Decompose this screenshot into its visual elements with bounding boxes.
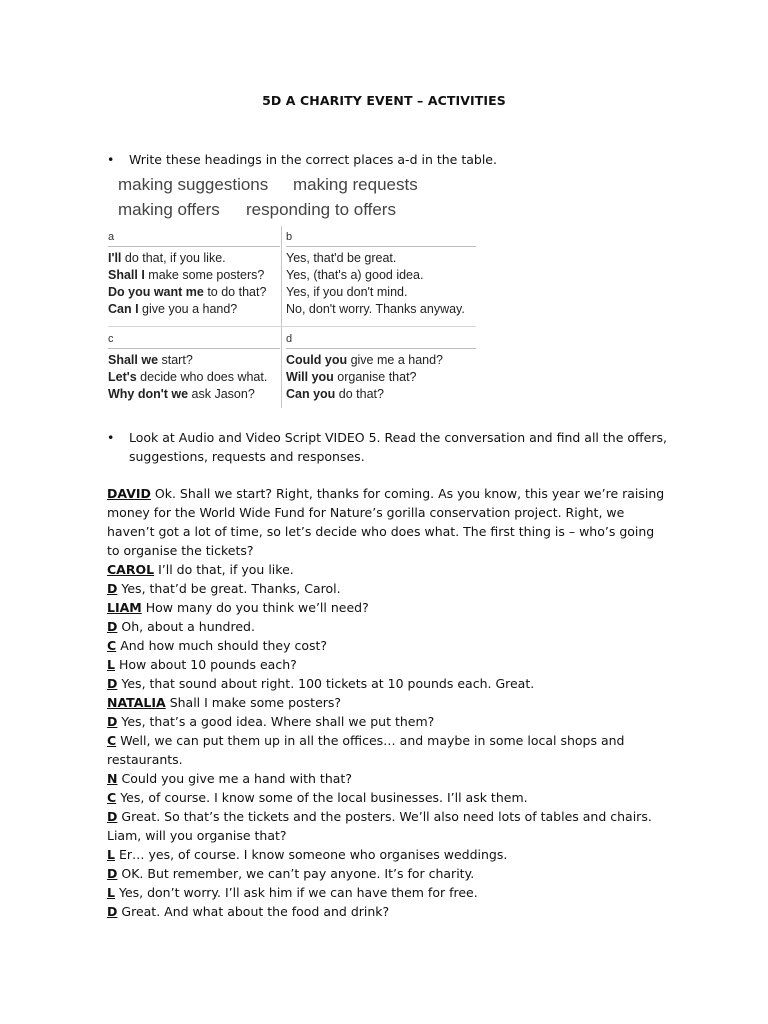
script-line xyxy=(107,807,667,845)
speaker-text: Yes, that’s a good idea. Where shall we put them? xyxy=(121,714,435,729)
phrase-text: give me a hand? xyxy=(347,353,444,367)
script-line xyxy=(107,484,667,560)
bullet-icon: • xyxy=(107,430,115,445)
speaker-name: L xyxy=(107,847,115,862)
headings-box xyxy=(118,172,418,222)
speaker-text: Great. So that’s the tickets and the posters. We’ll also need lots of tables and chairs. Liam, will you organise that? xyxy=(107,809,652,843)
speaker-name: L xyxy=(107,885,115,900)
script-line xyxy=(107,636,667,655)
script-line xyxy=(107,883,667,902)
phrase-keyword: Shall I xyxy=(108,268,145,282)
speaker-text: Yes, of course. I know some of the local businesses. I’ll ask them. xyxy=(120,790,528,805)
phrase-text: start? xyxy=(158,353,193,367)
table-phrase xyxy=(286,284,476,301)
table-vertical-divider xyxy=(281,226,282,408)
speaker-name: D xyxy=(107,714,118,729)
table-phrase xyxy=(286,369,476,386)
speaker-text: Could you give me a hand with that? xyxy=(121,771,352,786)
heading-responding-to-offers: responding to offers xyxy=(246,200,396,219)
speaker-text: Well, we can put them up in all the offices… and maybe in some local shops and restaurants. xyxy=(107,733,625,767)
phrase-keyword: Do you want me xyxy=(108,285,204,299)
table-phrase xyxy=(108,301,280,318)
speaker-name: L xyxy=(107,657,115,672)
script-line xyxy=(107,845,667,864)
script-line xyxy=(107,788,667,807)
speaker-text: OK. But remember, we can’t pay anyone. It’s for charity. xyxy=(121,866,475,881)
script-line xyxy=(107,617,667,636)
table-phrase xyxy=(108,267,280,284)
table-phrase xyxy=(286,386,476,403)
table-phrase xyxy=(286,250,476,267)
phrase-text: make some posters? xyxy=(144,268,265,282)
phrase-text: Yes, if you don't mind. xyxy=(286,285,408,299)
speaker-name: LIAM xyxy=(107,600,142,615)
table-cell-c xyxy=(108,330,280,403)
speaker-text: Shall I make some posters? xyxy=(169,695,342,710)
table-phrase xyxy=(286,267,476,284)
conversation-script xyxy=(107,484,667,921)
speaker-name: D xyxy=(107,809,118,824)
phrases-table xyxy=(108,226,476,408)
phrase-text: organise that? xyxy=(333,370,417,384)
script-line xyxy=(107,693,667,712)
speaker-text: Great. And what about the food and drink? xyxy=(121,904,390,919)
speaker-text: I’ll do that, if you like. xyxy=(158,562,294,577)
speaker-text: And how much should they cost? xyxy=(120,638,328,653)
speaker-text: Ok. Shall we start? Right, thanks for coming. As you know, this year we’re raising money for the World Wide Fund for Nature’s gorilla conservation project. Right, we haven’t got a lot of time, so let’s decide who does what. The first thing is – who’s going to organise the tickets? xyxy=(107,486,665,558)
cell-divider xyxy=(108,246,280,247)
phrase-keyword: Could you xyxy=(286,353,348,367)
phrase-text: decide who does what. xyxy=(136,370,268,384)
speaker-name: D xyxy=(107,619,118,634)
script-line xyxy=(107,579,667,598)
speaker-text: Yes, that’d be great. Thanks, Carol. xyxy=(121,581,341,596)
cell-divider xyxy=(286,348,476,349)
cell-label: c xyxy=(108,333,114,345)
phrase-keyword: Let's xyxy=(108,370,137,384)
speaker-text: How about 10 pounds each? xyxy=(118,657,297,672)
table-cell-d xyxy=(286,330,476,403)
script-line xyxy=(107,712,667,731)
table-phrase xyxy=(108,352,280,369)
script-line xyxy=(107,769,667,788)
speaker-name: D xyxy=(107,676,118,691)
table-cell-b xyxy=(286,228,476,318)
phrase-text: No, don't worry. Thanks anyway. xyxy=(286,302,465,316)
script-line xyxy=(107,731,667,769)
bullet-icon: • xyxy=(107,152,115,167)
speaker-name: DAVID xyxy=(107,486,151,501)
speaker-name: C xyxy=(107,790,117,805)
table-phrase xyxy=(286,352,476,369)
page-title: 5D A CHARITY EVENT – ACTIVITIES xyxy=(262,93,506,108)
phrase-keyword: I'll xyxy=(108,251,122,265)
instruction-2-text: Look at Audio and Video Script VIDEO 5. Read the conversation and find all the offers, suggestions, requests and responses. xyxy=(129,430,667,464)
phrase-keyword: Can I xyxy=(108,302,139,316)
heading-making-requests: making requests xyxy=(293,175,418,194)
cell-lines xyxy=(108,250,280,318)
speaker-text: Yes, don’t worry. I’ll ask him if we can have them for free. xyxy=(118,885,478,900)
phrase-text: do that, if you like. xyxy=(121,251,226,265)
speaker-name: D xyxy=(107,866,118,881)
script-line xyxy=(107,560,667,579)
speaker-name: D xyxy=(107,904,118,919)
script-line xyxy=(107,598,667,617)
instruction-1-text: Write these headings in the correct places a-d in the table. xyxy=(129,152,497,167)
cell-divider xyxy=(108,348,280,349)
cell-lines xyxy=(286,250,476,318)
heading-making-offers: making offers xyxy=(118,200,220,219)
speaker-text: How many do you think we’ll need? xyxy=(145,600,369,615)
speaker-text: Yes, that sound about right. 100 tickets at 10 pounds each. Great. xyxy=(121,676,535,691)
speaker-name: CAROL xyxy=(107,562,155,577)
speaker-text: Oh, about a hundred. xyxy=(121,619,255,634)
phrase-keyword: Can you xyxy=(286,387,336,401)
phrase-text: ask Jason? xyxy=(188,387,255,401)
table-cell-a xyxy=(108,228,280,318)
cell-label: b xyxy=(286,231,293,243)
phrase-keyword: Will you xyxy=(286,370,334,384)
table-phrase xyxy=(108,369,280,386)
heading-making-suggestions: making suggestions xyxy=(118,175,269,194)
phrase-text: do that? xyxy=(335,387,384,401)
table-horizontal-divider xyxy=(108,326,476,327)
phrase-text: Yes, that'd be great. xyxy=(286,251,397,265)
cell-label: a xyxy=(108,231,115,243)
script-line xyxy=(107,674,667,693)
cell-divider xyxy=(286,246,476,247)
speaker-name: D xyxy=(107,581,118,596)
cell-lines xyxy=(108,352,280,403)
speaker-name: C xyxy=(107,733,117,748)
phrase-text: to do that? xyxy=(203,285,267,299)
phrase-keyword: Why don't we xyxy=(108,387,189,401)
table-phrase xyxy=(108,284,280,301)
table-phrase xyxy=(286,301,476,318)
speaker-text: Er… yes, of course. I know someone who organises weddings. xyxy=(118,847,508,862)
phrase-keyword: Shall we xyxy=(108,353,159,367)
script-line xyxy=(107,655,667,674)
script-line xyxy=(107,902,667,921)
speaker-name: C xyxy=(107,638,117,653)
speaker-name: N xyxy=(107,771,118,786)
phrase-text: Yes, (that's a) good idea. xyxy=(286,268,424,282)
phrase-text: give you a hand? xyxy=(138,302,238,316)
speaker-name: NATALIA xyxy=(107,695,166,710)
cell-lines xyxy=(286,352,476,403)
cell-label: d xyxy=(286,333,293,345)
table-phrase xyxy=(108,386,280,403)
table-phrase xyxy=(108,250,280,267)
script-line xyxy=(107,864,667,883)
